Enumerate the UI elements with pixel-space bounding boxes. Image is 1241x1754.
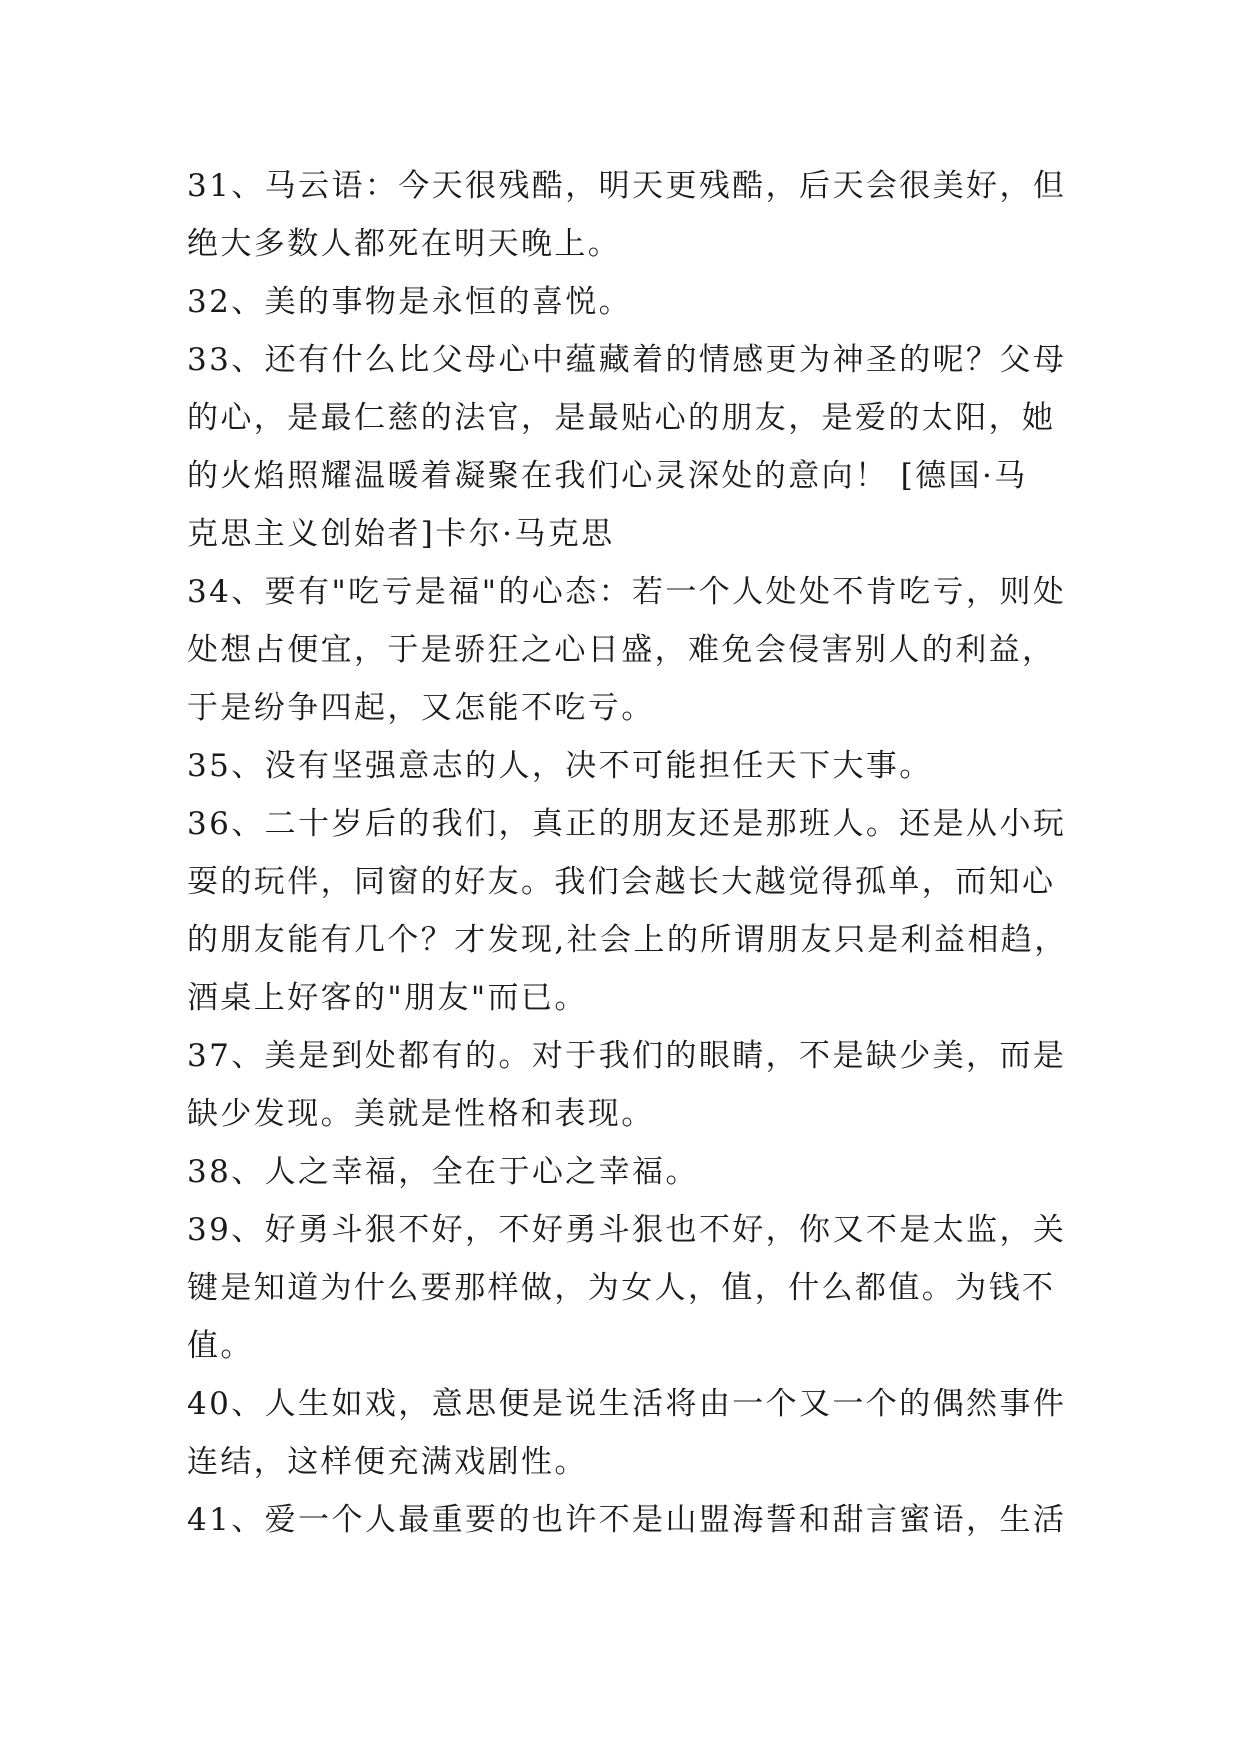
text-line: 36、二十岁后的我们，真正的朋友还是那班人。还是从小玩: [187, 806, 1067, 842]
text-line: 的朋友能有几个？才发现,社会上的所谓朋友只是利益相趋，: [187, 922, 1068, 958]
text-line: 酒桌上好客的"朋友"而已。: [187, 980, 588, 1016]
text-line: 34、要有"吃亏是福"的心态：若一个人处处不肯吃亏，则处: [187, 574, 1067, 610]
text-line: 35、没有坚强意志的人，决不可能担任天下大事。: [187, 748, 933, 784]
text-line: 于是纷争四起，又怎能不吃亏。: [187, 690, 655, 726]
text-line: 值。: [187, 1328, 254, 1364]
text-line: 的火焰照耀温暖着凝聚在我们心灵深处的意向！ [德国·马: [187, 458, 1028, 494]
text-line: 耍的玩伴，同窗的好友。我们会越长大越觉得孤单，而知心: [187, 864, 1056, 900]
text-line: 38、人之幸福，全在于心之幸福。: [187, 1154, 699, 1190]
text-line: 40、人生如戏，意思便是说生活将由一个又一个的偶然事件: [187, 1386, 1067, 1422]
text-line: 绝大多数人都死在明天晚上。: [187, 226, 622, 262]
text-line: 41、爱一个人最重要的也许不是山盟海誓和甜言蜜语，生活: [187, 1502, 1067, 1538]
text-line: 连结，这样便充满戏剧性。: [187, 1444, 588, 1480]
document-body: [187, 157, 1068, 1549]
text-line: 缺少发现。美就是性格和表现。: [187, 1096, 655, 1132]
text-line: 的心，是最仁慈的法官，是最贴心的朋友，是爱的太阳，她: [187, 400, 1056, 436]
text-line: 39、好勇斗狠不好，不好勇斗狠也不好，你又不是太监，关: [187, 1212, 1067, 1248]
text-line: 37、美是到处都有的。对于我们的眼睛，不是缺少美，而是: [187, 1038, 1067, 1074]
text-line: 处想占便宜，于是骄狂之心日盛，难免会侵害别人的利益，: [187, 632, 1056, 668]
text-line: 33、还有什么比父母心中蕴藏着的情感更为神圣的呢？父母: [187, 342, 1067, 378]
text-line: 键是知道为什么要那样做，为女人，值，什么都值。为钱不: [187, 1270, 1056, 1306]
text-line: 32、美的事物是永恒的喜悦。: [187, 284, 633, 320]
text-line: 31、马云语：今天很残酷，明天更残酷，后天会很美好，但: [187, 168, 1067, 204]
text-line: 克思主义创始者]卡尔·马克思: [187, 516, 615, 552]
